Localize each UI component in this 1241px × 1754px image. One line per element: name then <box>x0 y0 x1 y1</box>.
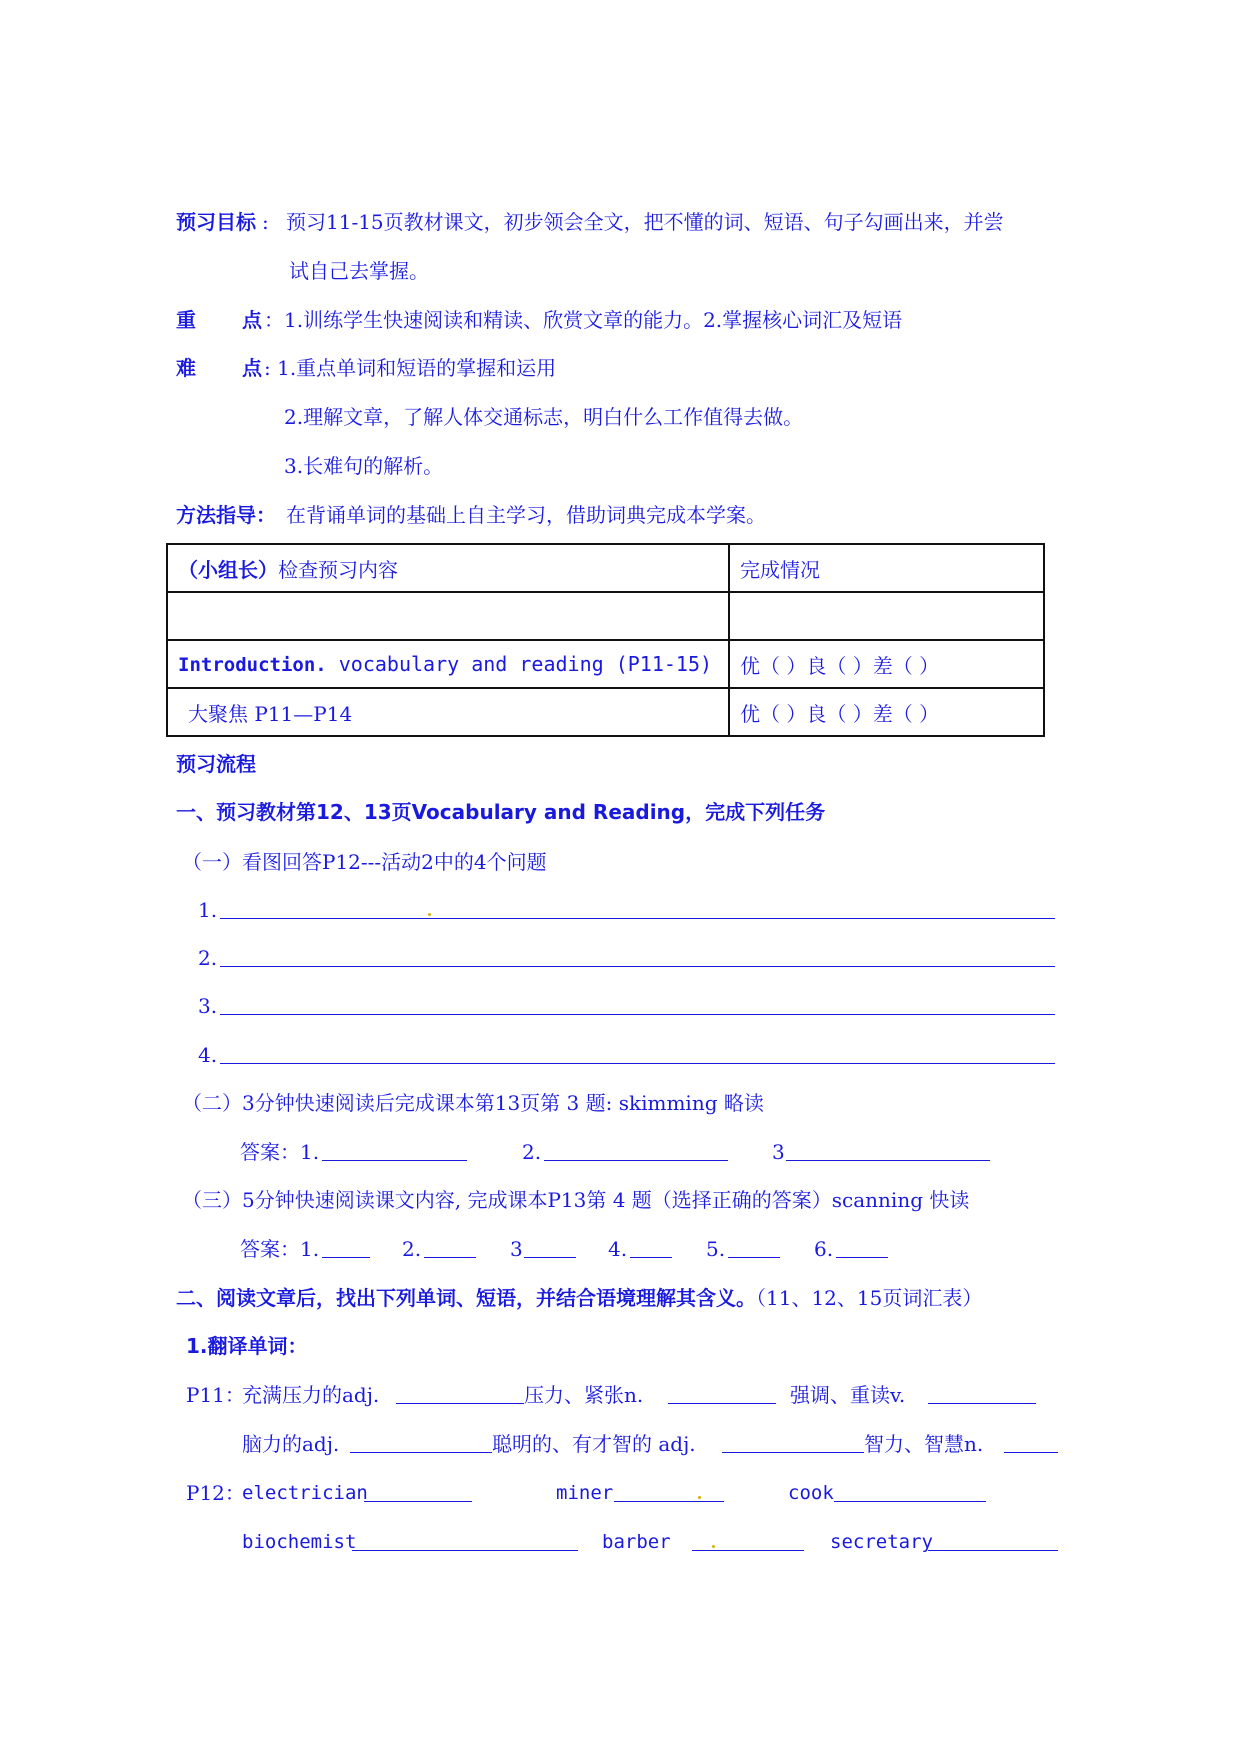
section-1-title: 一、预习教材第12、13页Vocabulary and Reading，完成下列任务 <box>176 800 826 824</box>
vocab-item: biochemist <box>242 1531 357 1553</box>
preview-check-table <box>166 543 1045 737</box>
hard-label-2: 点 <box>242 356 262 380</box>
table-header-row <box>167 544 1044 592</box>
answer-blank[interactable] <box>786 1160 990 1161</box>
page-label-p11: P11： <box>186 1383 245 1407</box>
table-cell-focus: 大聚焦 P11—P14 <box>167 688 729 736</box>
stray-dot <box>698 1496 701 1499</box>
answer-line-2[interactable] <box>220 966 1055 967</box>
vocab-item: 强调、重读v. <box>790 1383 906 1407</box>
hard-text-3: 3.长难句的解析。 <box>284 454 444 478</box>
intro-rest: vocabulary and reading (P11-15) <box>338 652 713 676</box>
answer-blank[interactable] <box>544 1160 728 1161</box>
vocab-blank[interactable] <box>668 1403 776 1404</box>
table-cell-rating[interactable]: 优（ ）良（ ）差（ ） <box>729 688 1044 736</box>
hard-text-2: 2.理解文章，了解人体交通标志，明白什么工作值得去做。 <box>284 405 804 429</box>
table-header-status: 完成情况 <box>729 544 1044 592</box>
answer-label: 答案：1. <box>240 1237 320 1261</box>
answer-line-3[interactable] <box>220 1014 1055 1015</box>
goal-colon: : <box>262 210 269 234</box>
vocab-blank[interactable] <box>350 1452 492 1453</box>
group-leader-label: （小组长） <box>178 557 278 582</box>
answer-number: 6. <box>814 1237 834 1261</box>
section-2-title-main: 二、阅读文章后，找出下列单词、短语，并结合语境理解其含义。 <box>176 1286 756 1310</box>
answer-blank[interactable] <box>524 1257 576 1258</box>
answer-line-4[interactable] <box>220 1063 1055 1064</box>
vocab-item: 压力、紧张n. <box>524 1383 644 1407</box>
key-text: ：1.训练学生快速阅读和精读、欣赏文章的能力。2.掌握核心词汇及短语 <box>264 308 903 332</box>
answer-number: 3 <box>772 1140 785 1164</box>
vocab-blank[interactable] <box>396 1403 524 1404</box>
answer-number: 2. <box>402 1237 422 1261</box>
vocab-item: 智力、智慧n. <box>864 1432 984 1456</box>
table-cell-empty-status[interactable] <box>729 592 1044 640</box>
question-number: 4. <box>198 1043 218 1067</box>
intro-label: Introduction. <box>178 654 327 676</box>
hard-text-1: : 1.重点单词和短语的掌握和运用 <box>264 356 557 380</box>
check-content-label: 检查预习内容 <box>278 557 398 582</box>
answer-number: 5. <box>706 1237 726 1261</box>
answer-blank[interactable] <box>630 1257 672 1258</box>
page-label-p12: P12： <box>186 1481 245 1505</box>
answer-blank[interactable] <box>836 1257 888 1258</box>
answer-number: 4. <box>608 1237 628 1261</box>
answer-label: 答案：1. <box>240 1140 320 1164</box>
vocab-item: 充满压力的adj. <box>242 1383 380 1407</box>
method-label: 方法指导： <box>176 503 276 527</box>
vocab-blank[interactable] <box>692 1550 804 1551</box>
answer-blank[interactable] <box>322 1257 370 1258</box>
stray-dot <box>712 1545 715 1548</box>
vocab-blank[interactable] <box>722 1452 864 1453</box>
section-2-title-note: （11、12、15页词汇表） <box>756 1286 983 1310</box>
table-row <box>167 592 1044 640</box>
vocab-item: cook <box>788 1482 834 1504</box>
vocab-item: secretary <box>830 1531 933 1553</box>
answer-number: 3 <box>510 1237 523 1261</box>
table-cell-empty[interactable] <box>167 592 729 640</box>
subsection-3: （三）5分钟快速阅读课文内容, 完成课本P13第 4 题（选择正确的答案）scanning 快读 <box>182 1188 970 1212</box>
table-header-content <box>167 544 729 592</box>
vocab-item: barber <box>602 1531 671 1553</box>
vocab-blank[interactable] <box>1004 1452 1058 1453</box>
table-row <box>167 640 1044 688</box>
stray-dot <box>428 913 431 916</box>
table-row <box>167 688 1044 736</box>
vocab-blank[interactable] <box>834 1501 986 1502</box>
vocab-title: 1.翻译单词： <box>186 1334 308 1358</box>
key-label-1: 重 <box>176 308 196 332</box>
question-number: 3. <box>198 994 218 1018</box>
answer-blank[interactable] <box>424 1257 476 1258</box>
answer-number: 2. <box>522 1140 542 1164</box>
question-number: 1. <box>198 898 218 922</box>
goal-text-line2: 试自己去掌握。 <box>289 259 429 283</box>
vocab-item: 聪明的、有才智的 adj. <box>492 1432 696 1456</box>
question-number: 2. <box>198 946 218 970</box>
table-cell-intro <box>167 640 729 688</box>
answer-blank[interactable] <box>322 1160 467 1161</box>
subsection-2: （二）3分钟快速阅读后完成课本第13页第 3 题: skimming 略读 <box>182 1091 764 1115</box>
vocab-item: electrician <box>242 1482 368 1504</box>
section-2-title <box>176 1286 982 1310</box>
vocab-item: 脑力的adj. <box>242 1432 340 1456</box>
vocab-item: miner <box>556 1482 614 1504</box>
goal-text-line1: 预习11-15页教材课文，初步领会全文，把不懂的词、短语、句子勾画出来，并尝 <box>286 210 1004 234</box>
answer-blank[interactable] <box>728 1257 780 1258</box>
subsection-1: （一）看图回答P12---活动2中的4个问题 <box>182 850 547 874</box>
goal-label: 预习目标 <box>176 210 256 234</box>
vocab-blank[interactable] <box>364 1501 472 1502</box>
vocab-blank[interactable] <box>928 1550 1058 1551</box>
vocab-blank[interactable] <box>928 1403 1036 1404</box>
key-label-2: 点 <box>242 308 262 332</box>
flow-title: 预习流程 <box>176 752 256 776</box>
answer-line-1[interactable] <box>220 918 1055 919</box>
vocab-blank[interactable] <box>352 1550 578 1551</box>
table-cell-rating[interactable]: 优（ ）良（ ）差（ ） <box>729 640 1044 688</box>
vocab-blank[interactable] <box>614 1501 724 1502</box>
hard-label-1: 难 <box>176 356 196 380</box>
method-text: 在背诵单词的基础上自主学习，借助词典完成本学案。 <box>286 503 766 527</box>
